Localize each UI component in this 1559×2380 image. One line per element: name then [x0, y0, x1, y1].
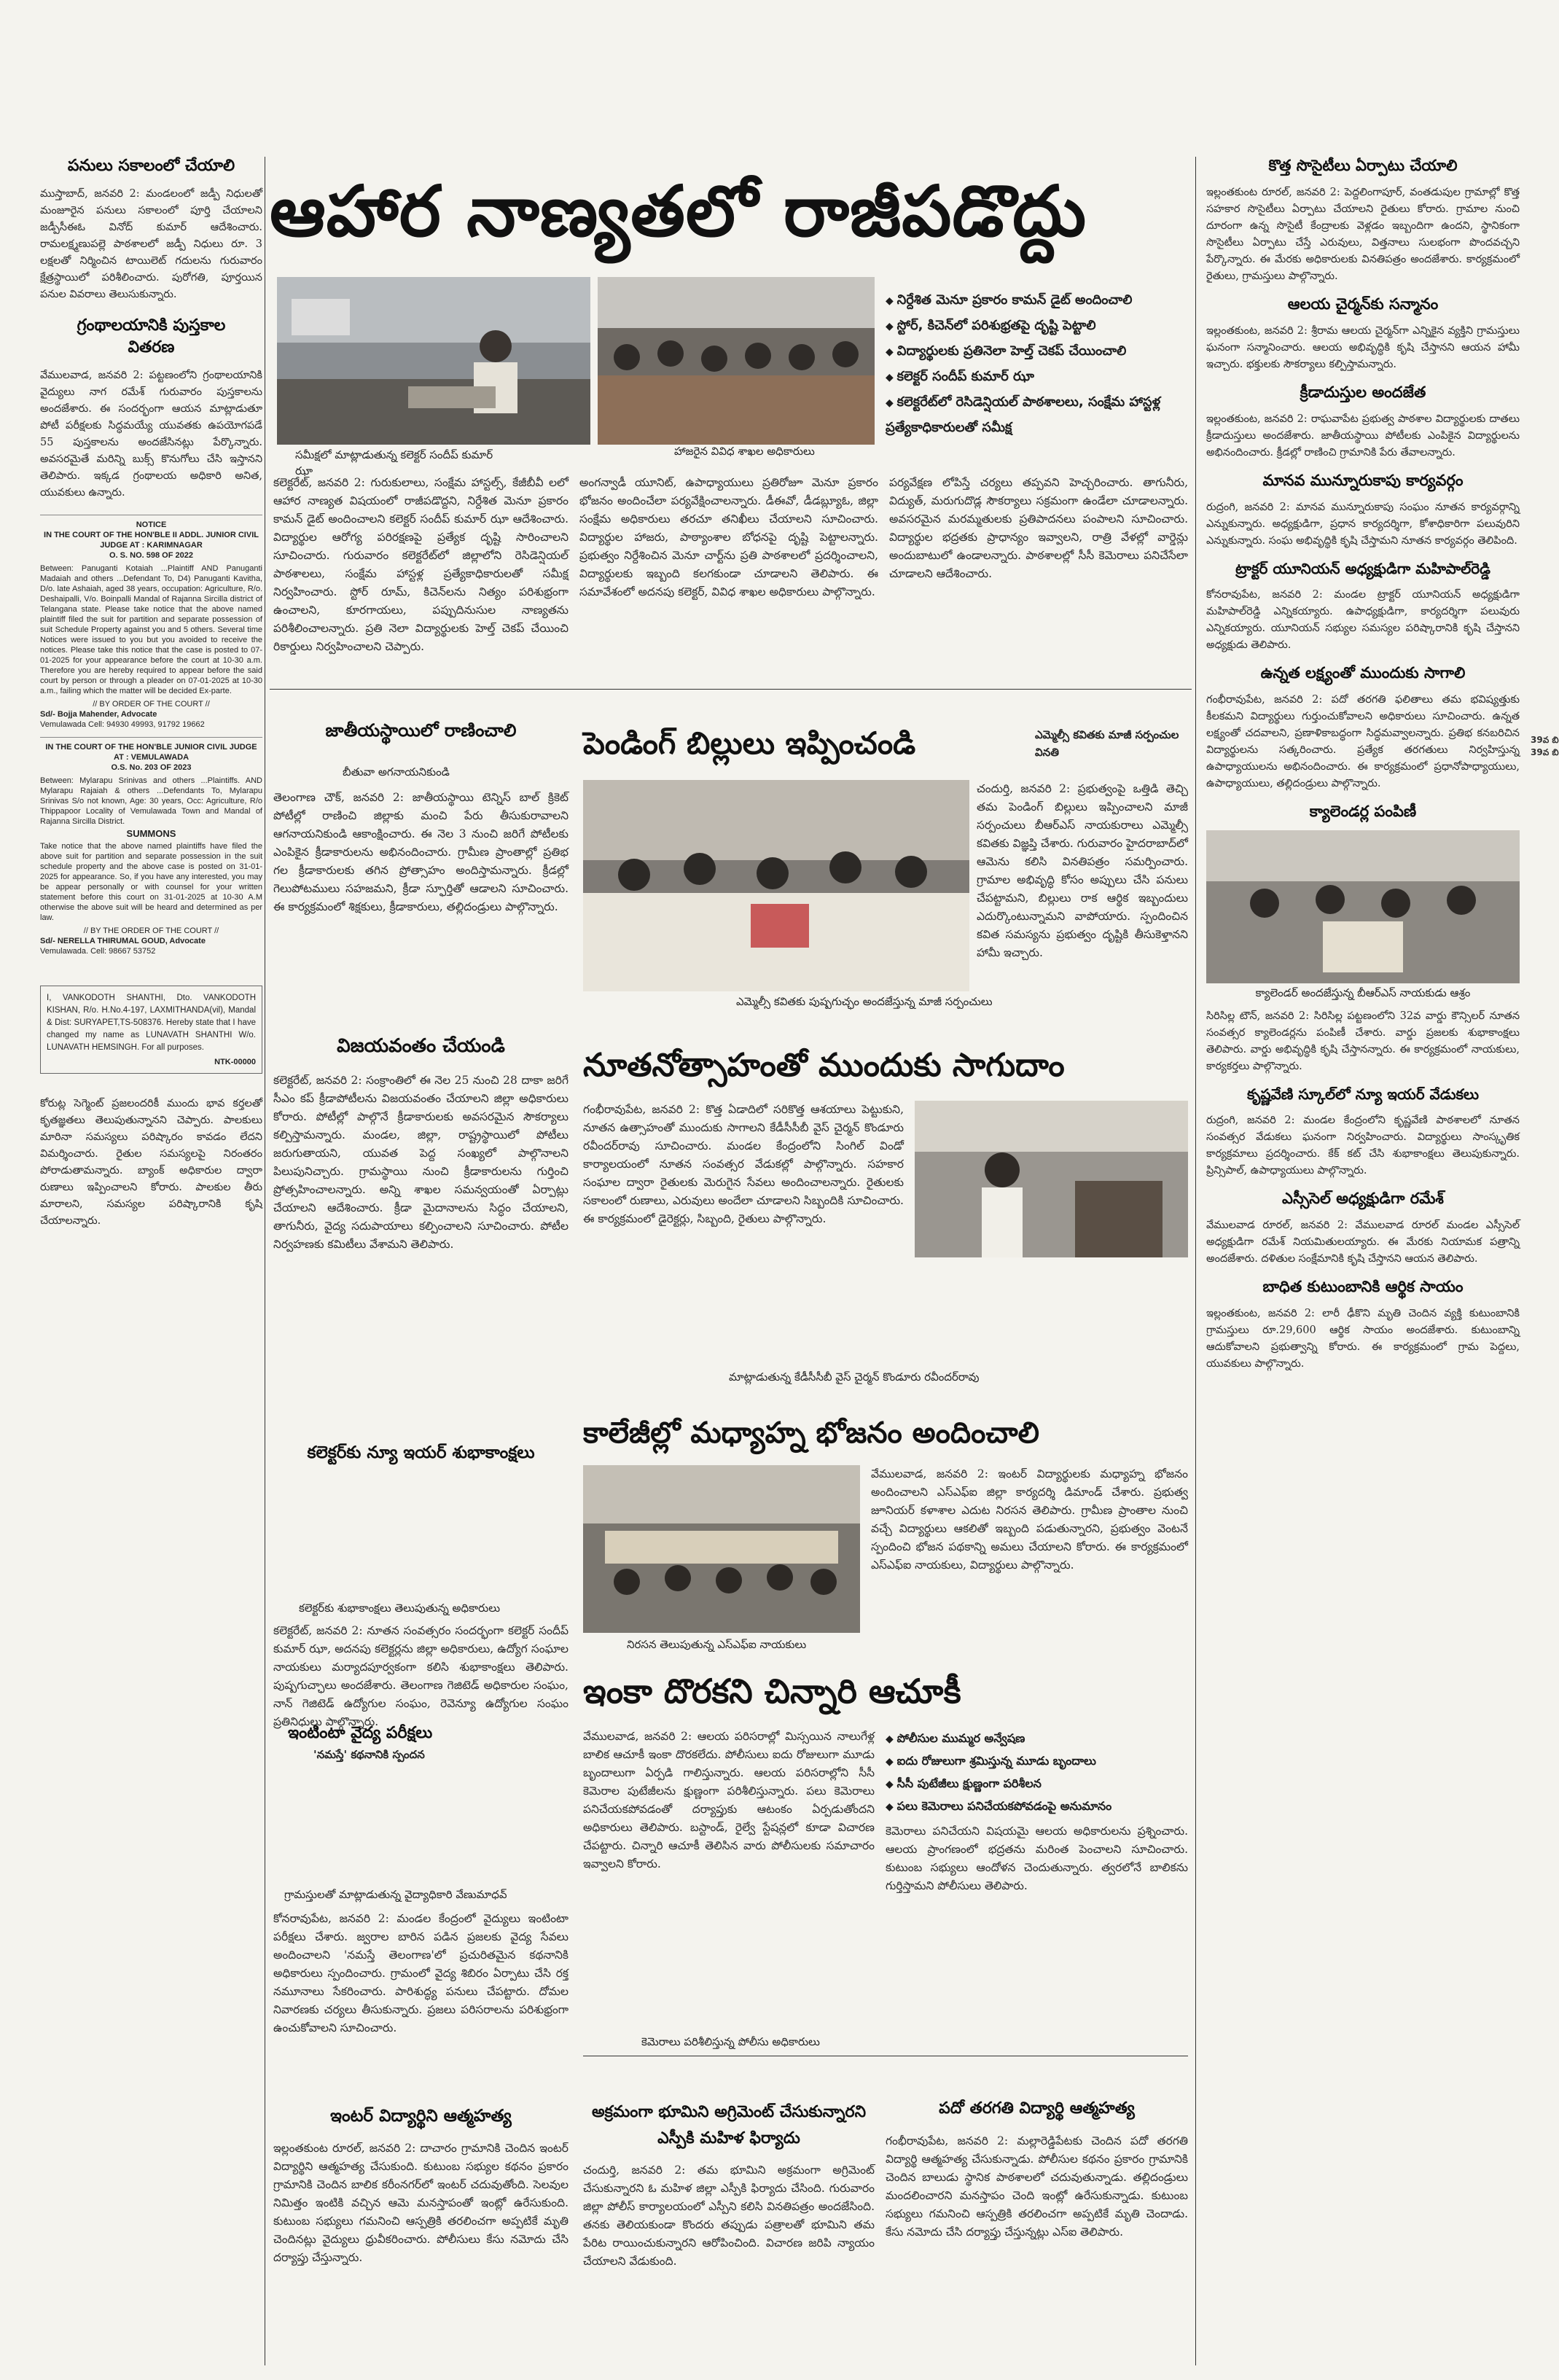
- body-child-2: కెమెరాలు పనిచేయని విషయమై ఆలయ అధికారులను ప్రశ్నించారు. ఆలయ ప్రాంగణంలో భద్రతను మరింత పెంచాలని సూచించారు. కుటుంబ సభ్యులు ఆందోళన చెందుతున్నారు. త్వరలోనే బాలికను గుర్తిస్తామని పోలీసులు తెలిపారు.: [886, 1825, 1188, 1892]
- notice-order: // BY ORDER OF THE COURT //: [93, 700, 210, 709]
- headline-left-1: పనులు సకాలంలో చేయాలి: [67, 157, 235, 175]
- child-highlight: ◆ పోలీసుల ముమ్మర అన్వేషణ: [886, 1728, 1188, 1750]
- notice2-court: IN THE COURT OF THE HON'BLE JUNIOR CIVIL JUDGE AT : VEMULAWADA: [45, 743, 257, 762]
- photo-sfi-protest: [583, 1465, 860, 1633]
- legal-notice-1: [40, 515, 262, 730]
- headline-society: కొత్త సొసైటీలు ఏర్పాటు చేయాలి: [1268, 157, 1458, 174]
- notice2-body: Between: Mylarapu Srinivas and others ...Plaintiffs. AND Mylarapu Rajaiah & others ...Defendants To, Mylarapu Srinivas S/o not known, Age: 30 years, Occ: Agriculture, R/o Thippapoor Locality of Vemulawada Town and Mandal of Rajanna Sircilla District.: [40, 776, 262, 826]
- rule-lead-bottom: [270, 689, 1192, 690]
- body-college: వేములవాడ, జనవరి 2: ఇంటర్ విద్యార్థులకు మధ్యాహ్న భోజనం అందించాలని ఎస్ఎఫ్ఐ జిల్లా కార్యదర్శి డిమాండ్ చేశారు. ప్రభుత్వ జూనియర్ కళాశాల ఎదుట నిరసన తెలిపారు. గ్రామీణ ప్రాంతాల నుంచి వచ్చే విద్యార్థులు ఆకలితో ఇబ్బంది పడుతున్నారని, ప్రభుత్వం వెంటనే స్పందించి భోజన పథకాన్ని అమలు చేయాలని కోరారు. ఈ కార్యక్రమంలో ఎస్ఎఫ్ఐ నాయకులు, విద్యార్థులు పాల్గొన్నారు.: [871, 1467, 1188, 1572]
- headline-child: ఇంకా దొరకని చిన్నారి ఆచూకీ: [583, 1671, 961, 1711]
- body-sports: ఇల్లంతకుంట, జనవరి 2: రాఘవాపేట ప్రభుత్వ పాఠశాల విద్యార్థులకు దాతలు క్రీడాదుస్తులు అందజేశారు. జాతీయస్థాయి పోటీలకు ఎంపికైన విద్యార్థులను అభినందించారు. క్రీడల్లో రాణించి గ్రామానికి పేరు తేవాలన్నారు.: [1206, 413, 1520, 459]
- lead-photo-right-caption: హాజరైన వివిధ శాఖల అధికారులు: [674, 445, 815, 458]
- body-rani: తెలంగాణ చౌక్, జనవరి 2: జాతీయస్థాయి టెన్నిస్ బాల్ క్రికెట్ పోటీల్లో రాణించి జిల్లాకు మంచి పేరు తీసుకురావాలని ఆగనాయనికుండి ఆకాంక్షించారు. ఈ నెల 3 నుంచి జరిగే పోటీలకు ఎంపికైన క్రీడాకారులను అభినందించారు. గ్రామీణ ప్రాంతాల్లో ప్రతిభ గల క్రీడాకారులకు తగిన ప్రోత్సాహం అందిస్తామన్నారు. క్రీడల్లో గెలుపోటములు సహజమని, క్రీడా స్ఫూర్తితో ఆడాలని సూచించారు. ఈ కార్యక్రమంలో శిక్షకులు, క్రీడాకారులు, తల్లిదండ్రులు పాల్గొన్నారు.: [273, 791, 568, 913]
- child-highlight: ◆ సీసీ పుటేజీలు క్షుణ్ణంగా పరిశీలన: [886, 1773, 1188, 1795]
- notice2-summons: SUMMONS: [126, 828, 176, 839]
- lead-body-c: పర్యవేక్షణ లోపిస్తే చర్యలు తప్పవని హెచ్చరించారు. తాగునీరు, విద్యుత్, మరుగుదొడ్ల సౌకర్యాలు సక్రమంగా ఉండేలా చూడాలన్నారు. అవసరమైన మరమ్మతులకు ప్రతిపాదనలు పంపాలని సూచించారు. విద్యార్థుల భద్రతకు ప్రాధాన్యం ఇవ్వాలని, రాత్రి వేళల్లో వార్డెన్లు అందుబాటులో ఉండాలన్నారు. పాఠశాలల్లో సీసీ కెమెరాలు పనిచేసేలా చూడాలని ఆదేశించారు.: [889, 476, 1188, 580]
- notice2-sign: Sd/- NERELLA THIRUMAL GOUD, Advocate: [40, 937, 206, 945]
- lead-photo-right: [598, 277, 875, 445]
- photo-calendar-distribution: [1206, 830, 1520, 983]
- lead-highlight: ◆ నిర్దేశిత మెనూ ప్రకారం కామన్ డైట్ అందించాలి: [886, 288, 1192, 313]
- headline-vijay: విజయవంతం చేయండి: [337, 1035, 505, 1057]
- body-vijay: కలెక్టరేట్, జనవరి 2: సంక్రాంతిలో ఈ నెల 25 నుంచి 28 దాకా జరిగే సీఎం కప్ క్రీడాపోటీలను విజయవంతం చేయాలని జిల్లా అధికారులు కోరారు. పోటీల్లో పాల్గొనే క్రీడాకారులకు అవసరమైన సౌకర్యాలు కల్పిస్తామన్నారు. మండల, జిల్లా, రాష్ట్రస్థాయిలో పోటీలు జరుగుతాయని, యువత పెద్ద సంఖ్యలో పాల్గొనాలని పిలుపునిచ్చారు. గ్రామస్థాయి నుంచి క్రీడాకారులను గుర్తించి ప్రోత్సహించాలన్నారు. అన్ని శాఖల సమన్వయంతో ఏర్పాట్లు చేయాలని ఆదేశించారు. క్రీడా మైదానాలను సిద్ధం చేయాలని, తాగునీరు, వైద్య సదుపాయాలు కల్పించాలని సూచించారు. పోటీల నిర్వహణకు కమిటీలు వేశామని తెలిపారు.: [273, 1074, 568, 1251]
- newyear-caption: కలెక్టర్‌కు శుభాకాంక్షలు తెలుపుతున్న అధికారులు: [299, 1601, 501, 1615]
- body-health: కోనరావుపేట, జనవరి 2: మండల కేంద్రంలో వైద్యులు ఇంటింటా పరీక్షలు చేశారు. జ్వరాల బారిన పడిన ప్రజలకు వైద్య సేవలు అందించాలని 'నమస్తే తెలంగాణ'లో ప్రచురితమైన కథనానికి అధికారులు స్పందించారు. గ్రామంలో వైద్య శిబిరం ఏర్పాటు చేసి రక్త నమూనాలు సేకరించారు. పారిశుద్ధ్య పనులు చేపట్టారు. దోమల నివారణకు చర్యలు తీసుకున్నారు. ప్రజలు పరిసరాలను పరిశుభ్రంగా ఉంచుకోవాలని సూచించారు.: [273, 1912, 568, 2034]
- child-caption: కెమెరాలు పరిశీలిస్తున్న పోలీసు అధికారులు: [641, 2035, 820, 2048]
- name-change-code: NTK-00000: [214, 1058, 256, 1066]
- child-highlight: ◆ ఐదు రోజులుగా శ్రమిస్తున్న మూడు బృందాలు: [886, 1750, 1188, 1773]
- body-manava: రుద్రంగి, జనవరి 2: మానవ మున్నూరుకాపు సంఘం నూతన కార్యవర్గాన్ని ఎన్నుకున్నారు. అధ్యక్షుడిగా, ప్రధాన కార్యదర్శిగా, కోశాధికారిగా పలువురిని ఎన్నుకున్నారు. సంఘ అభివృద్ధికి కృషి చేస్తామని నూతన కార్యవర్గం తెలిపింది.: [1206, 502, 1520, 547]
- notice-body: Between: Panuganti Kotaiah ...Plaintiff AND Panuganti Madaiah and others ...Defendant To, D4) Panuganti Kavitha, D/o. late Ashaiah, aged 38 years, occupation: Agriculture, R/o. Deshaipalli, V/o. Boinpalli Mandal of Rajanna Sircilla district of Telangana state. Please take notice that the above named plaintiff filed the suit for partition and separate possession of suit Schedule Property against you and 5 others. Several time Notices were issued to you but you avoided to receive the notices. Please take this notice that the case is posted to 07-01-2025 for your appearance before the court at 10-30 a.m. Therefore you are hereby required to appear before the said court by person or through a pleader on 07-01-2025 at 10-30 a.m., failing which the matter will be decided Ex-parte.: [40, 564, 262, 695]
- health-caption: గ్రామస్తులతో మాట్లాడుతున్న వైద్యాధికారి వేణుమాధవ్: [284, 1888, 507, 1901]
- pending-caption: ఎమ్మెల్సీ కవితకు పుష్పగుచ్ఛం అందజేస్తున్న మాజీ సర్పంచులు: [736, 995, 993, 1008]
- notice-case: O. S. NO. 598 OF 2022: [109, 551, 193, 560]
- lead-photo-left-caption: సమీక్షలో మాట్లాడుతున్న కలెక్టర్ సందీప్ కుమార్ ఝా: [295, 448, 493, 477]
- photo-kdccb-speech: [915, 1101, 1188, 1257]
- lead-highlights: [886, 288, 1192, 440]
- headline-sports: క్రీడాదుస్తుల అందజేత: [1300, 383, 1426, 401]
- notice-title: NOTICE: [136, 520, 167, 529]
- child-highlights: [886, 1728, 1188, 1818]
- name-change-body: I, VANKODOTH SHANTHI, Dto. VANKODOTH KISHAN, R/o. H.No.4-197, LAXMITHANDA(vil), Mandal & Dist: SURYAPET,TS-508376. Hereby state that I have changed my name as LUNAVATH SHANTHI W/o. LUNAVATH HEMSINGH. For all purposes.: [47, 994, 256, 1052]
- rule-right: [1195, 157, 1196, 2365]
- child-highlight: ◆ పలు కెమెరాలు పనిచేయకపోవడంపై అనుమానం: [886, 1795, 1188, 1818]
- body-aid: ఇల్లంతకుంట, జనవరి 2: లారీ ఢీకొని మృతి చెందిన వ్యక్తి కుటుంబానికి గ్రామస్తులు రూ.29,600 ఆర్థిక సాయం అందజేశారు. కుటుంబాన్ని ఆదుకోవాలని ప్రభుత్వాన్ని కోరారు. ఈ కార్యక్రమంలో గ్రామ పెద్దలు, యువకులు పాల్గొన్నారు.: [1206, 1308, 1520, 1370]
- body-suicide2: గంభీరావుపేట, జనవరి 2: మల్లారెడ్డిపేటకు చెందిన పదో తరగతి విద్యార్థి ఆత్మహత్య చేసుకున్నాడు. పోలీసుల కథనం ప్రకారం గ్రామానికి చెందిన బాలుడు స్థానిక పాఠశాలలో చదువుతున్నాడు. తల్లిదండ్రులు మందలించారని మనస్తాపం చెంది ఇంట్లో ఉరేసుకున్నాడు. కుటుంబ సభ్యులు గమనించి ఆస్పత్రికి తరలించగా అప్పటికే మృతి చెందాడు. కేసు నమోదు చేసి దర్యాప్తు చేస్తున్నట్లు ఎస్ఐ తెలిపారు.: [886, 2134, 1188, 2239]
- headline-left-2: గ్రంథాలయానికి పుస్తకాల వితరణ: [77, 316, 226, 356]
- body-left-2: వేములవాడ, జనవరి 2: పట్టణంలోని గ్రంథాలయానికి వైద్యులు నాగ రమేశ్ గురువారం పుస్తకాలను అందజేశారు. ఈ సందర్భంగా ఆయన మాట్లాడుతూ పోటీ పరీక్షలకు సిద్ధమయ్యే యువతకు ఉపయోగపడే 55 పుస్తకాలను అందజేసినట్లు పేర్కొన్నారు. అవసరమైతే మరిన్ని బుక్స్ కొనుగోలు చేసి ఇస్తానని తెలిపారు. ఇక్కడ గ్రంథాలయ అధికారి అనిత, యువకులు ఉన్నారు.: [40, 370, 262, 499]
- college-photo: [583, 1465, 860, 1633]
- photo-officials: [598, 277, 875, 445]
- headline-newyear: కలెక్టర్‌కు న్యూ ఇయర్ శుభాకాంక్షలు: [307, 1443, 535, 1462]
- headline-land: అక్రమంగా భూమిని అగ్రిమెంట్ చేసుకున్నారని ఎస్పీకి మహిళ ఫిర్యాదు: [591, 2103, 867, 2147]
- body-calendar: సిరిసిల్ల టౌన్, జనవరి 2: సిరిసిల్ల పట్టణంలోని 32వ వార్డు కౌన్సిలర్ నూతన సంవత్సర క్యాలెండర్లను పంపిణీ చేశారు. వార్డు ప్రజలకు శుభాకాంక్షలు తెలిపారు. వార్డు అభివృద్ధికి కృషి చేస్తానన్నారు. ఈ కార్యక్రమంలో నాయకులు, కార్యకర్తలు పాల్గొన్నారు.: [1206, 1010, 1520, 1072]
- lead-highlight: ◆ కలెక్టరేట్‌లో రెసిడెన్షియల్ పాఠశాలలు, సంక్షేమ హాస్టళ్ల ప్రత్యేకాధికారులతో సమీక్ష: [886, 390, 1192, 440]
- headline-college: కాలేజీల్లో మధ్యాహ్న భోజనం అందించాలి: [583, 1416, 1039, 1450]
- headline-rani: జాతీయస్థాయిలో రాణించాలి: [325, 720, 517, 741]
- rani-caption: బీతువా అగనాయనికుండి: [343, 765, 450, 779]
- headline-health: ఇంటింటా వైద్య పరీక్షలు: [288, 1724, 433, 1742]
- pending-photo: [583, 780, 969, 991]
- notice-sign: Sd/- Bojja Mahender, Advocate: [40, 710, 157, 719]
- lead-body-b: అంగన్వాడీ యూనిట్, ఉపాధ్యాయులు ప్రతిరోజూ మెనూ ప్రకారం భోజనం అందించేలా పర్యవేక్షించాలన్నారు. డీఈవో, డీడబ్ల్యూఓ, జిల్లా సంక్షేమ అధికారులు తరచూ తనిఖీలు చేయాలని సూచించారు. విద్యార్థుల హాజరు, పాఠ్యాంశాల బోధనపై దృష్టి పెట్టాలన్నారు. ప్రభుత్వం నిర్దేశించిన మెనూ చార్ట్‌ను ప్రతి పాఠశాలలో ప్రదర్శించాలని, విద్యార్థులకు ఇబ్బంది కలగకుండా చూడాలని తెలిపారు. ఈ సమావేశంలో అదనపు కలెక్టర్, వివిధ శాఖల అధికారులు పాల్గొన్నారు.: [579, 476, 878, 598]
- photo-collector-meeting: [277, 277, 590, 445]
- notice2-case: O.S. No. 203 OF 2023: [111, 763, 192, 772]
- body-krishna: రుద్రంగి, జనవరి 2: మండల కేంద్రంలోని కృష్ణవేణి పాఠశాలలో నూతన సంవత్సర వేడుకలు ఘనంగా నిర్వహించారు. విద్యార్థులు సాంస్కృతిక కార్యక్రమాలు ప్రదర్శించారు. కేక్ కట్ చేసి శుభాకాంక్షలు తెలుపుకున్నారు. ప్రిన్సిపాల్, ఉపాధ్యాయులు పాల్గొన్నారు.: [1206, 1115, 1520, 1177]
- pending-sub: ఎమ్మెల్సీ కవితకు మాజీ సర్పంచుల వినతి: [1035, 728, 1179, 759]
- headline-pending: పెండింగ్ బిల్లులు ఇప్పించండి: [583, 725, 916, 761]
- headline-manava: మానవ మున్నూరుకాపు కార్యవర్గం: [1262, 472, 1464, 489]
- headline-suicide2: పదో తరగతి విద్యార్థి ఆత్మహత్య: [939, 2099, 1135, 2118]
- body-child: వేములవాడ, జనవరి 2: ఆలయ పరిసరాల్లో మిస్సయిన నాలుగేళ్ల బాలిక ఆచూకీ ఇంకా దొరకలేదు. పోలీసులు ఐదు రోజులుగా మూడు బృందాలుగా ఏర్పడి గాలిస్తున్నారు. ఆలయ పరిసరాల్లోని సీసీ కెమెరాల పుటేజీలను క్షుణ్ణంగా పరిశీలిస్తున్నారు. పలు కెమెరాలు పనిచేయకపోవడంతో దర్యాప్తుకు ఆటంకం ఏర్పడుతోందని అధికారులు తెలిపారు. బస్టాండ్, రైల్వే స్టేషన్లలో కూడా విచారణ చేపట్టారు. చిన్నారి ఆచూకీ తెలిసిన వారు పోలీసులకు సమాచారం ఇవ్వాలని కోరారు.: [583, 1730, 875, 1870]
- body-left-1: ముస్తాబాద్, జనవరి 2: మండలంలో జడ్పీ నిధులతో మంజూరైన పనులు సకాలంలో పూర్తి చేయాలని జడ్పీసీఈఓ వినోద్ కుమార్ ఆదేశించారు. రామలక్ష్మణుపల్లె పాఠశాలలో జడ్పీ నిధులు రూ. 3 లక్షలతో నిర్మించిన టాయిలెట్ గదులను గురువారం క్షేత్రస్థాయిలో పరిశీలించారు. పురోగతి, పూర్తయిన పనుల వివరాలు తెలుసుకున్నారు.: [40, 188, 262, 300]
- headline-aid: బాధిత కుటుంబానికి ఆర్థిక సాయం: [1262, 1278, 1464, 1295]
- body-tractor: కోనరావుపేట, జనవరి 2: మండల ట్రాక్టర్ యూనియన్ అధ్యక్షుడిగా మహిపాల్‌రెడ్డి ఎన్నికయ్యారు. ఉపాధ్యక్షుడిగా, కార్యదర్శిగా పలువురు ఎన్నికయ్యారు. యూనియన్ సభ్యుల సమస్యల పరిష్కారానికి కృషి చేస్తానని అధ్యక్షుడు తెలిపారు.: [1206, 589, 1520, 651]
- lead-highlight: ◆ స్టోర్, కిచెన్‌లో పరిశుభ్రతపై దృష్టి పెట్టాలి: [886, 313, 1192, 339]
- right-column: [1206, 157, 1520, 2365]
- headline-goal: ఉన్నత లక్ష్యంతో ముందుకు సాగాలి: [1260, 664, 1466, 682]
- health-sub: 'నమస్తే' కథనానికి స్పందన: [313, 1748, 425, 1761]
- headline-calendar: క్యాలెండర్ల పంపిణీ: [1309, 803, 1417, 820]
- lead-photo-left: [277, 277, 590, 445]
- college-caption: నిరసన తెలుపుతున్న ఎస్ఎఫ్ఐ నాయకులు: [627, 1638, 807, 1651]
- body-pending: చందుర్తి, జనవరి 2: ప్రభుత్వంపై ఒత్తిడి తెచ్చి తమ పెండింగ్ బిల్లులు ఇప్పించాలని మాజీ సర్పంచులు బీఆర్ఎస్ నాయకురాలు ఎమ్మెల్సీ కవితకు విజ్ఞప్తి చేశారు. గురువారం హైదరాబాద్‌లో ఆమెను కలిసి వినతిపత్రం సమర్పించారు. గ్రామాల అభివృద్ధి కోసం అప్పులు చేసి పనులు చేపట్టామని, బిల్లులు రాక ఆర్థిక ఇబ్బందులు ఎదుర్కొంటున్నామని వాపోయారు. స్పందించిన కవిత సమస్యను ప్రభుత్వం దృష్టికి తీసుకెళ్తానని హామీ ఇచ్చారు.: [977, 782, 1188, 959]
- lead-body-a: కలెక్టరేట్, జనవరి 2: గురుకులాలు, సంక్షేమ హాస్టల్స్, కేజీబీవీ లలో ఆహార నాణ్యత విషయంలో రాజీపడొద్దని, నిర్దేశిత మెనూ ప్రకారం కామన్ డైట్ అందించాలని కలెక్టర్ సందీప్ కుమార్ ఝా ఆదేశించారు. విద్యార్థుల ఆరోగ్య పరిరక్షణపై ప్రత్యేక దృష్టి సారించాలని సూచించారు. గురువారం కలెక్టరేట్‌లో జిల్లాలోని రెసిడెన్షియల్ పాఠశాలలు, సంక్షేమ హాస్టళ్ల ప్రత్యేకాధికారులతో సమీక్ష నిర్వహించారు. స్టోర్ రూమ్, కిచెన్‌లను నిత్యం పరిశుభ్రంగా ఉంచాలని, కూరగాయలు, పప్పుదినుసుల నాణ్యతను పరిశీలించాలన్నారు. ప్రతి నెలా విద్యార్థులకు హెల్త్ చెకప్ చేయించి రికార్డులు నిర్వహించాలని చెప్పారు.: [273, 476, 568, 653]
- headline-sc: ఎస్సీసెల్ అధ్యక్షుడిగా రమేశ్: [1282, 1190, 1444, 1207]
- notice2-order: // BY THE ORDER OF THE COURT //: [83, 926, 219, 935]
- body-suicide1: ఇల్లంతకుంట రూరల్, జనవరి 2: దాచారం గ్రామానికి చెందిన ఇంటర్ విద్యార్థిని ఆత్మహత్య చేసుకుంది. కుటుంబ సభ్యుల కథనం ప్రకారం గ్రామానికి చెందిన బాలిక కరీంనగర్‌లో ఇంటర్ చదువుతోంది. సెలవుల నిమిత్తం ఇంటికి వచ్చిన ఆమె మనస్తాపంతో ఇంట్లో ఉరేసుకుంది. కుటుంబ సభ్యులు గమనించి ఆస్పత్రికి తరలించగా అప్పటికే మృతి చెందినట్లు వైద్యులు ధ్రువీకరించారు. పోలీసులు కేసు నమోదు చేసి దర్యాప్తు చేస్తున్నారు.: [273, 2142, 568, 2264]
- nutana-photo: [915, 1101, 1188, 1257]
- notice-sign-place: Vemulawada Cell: 94930 49993, 91792 19662: [40, 720, 205, 729]
- photo-kavitha-meeting: [583, 780, 969, 991]
- notice-court: IN THE COURT OF THE HON'BLE II ADDL. JUNIOR CIVIL JUDGE AT : KARIMNAGAR: [44, 531, 259, 550]
- notice2-sign-place: Vemulawada. Cell: 98667 53752: [40, 947, 156, 956]
- body-land: చందుర్తి, జనవరి 2: తమ భూమిని అక్రమంగా అగ్రిమెంట్ చేసుకున్నారని ఓ మహిళ జిల్లా ఎస్పీకి ఫిర్యాదు చేసింది. గురువారం జిల్లా పోలీస్ కార్యాలయంలో ఎస్పీని కలిసి వినతిపత్రం అందజేసింది. తనకు తెలియకుండా కొందరు తప్పుడు పత్రాలతో భూమిని తమ పేరిట రాయించుకున్నారని ఆరోపించింది. విచారణ జరిపి న్యాయం చేయాలని వేడుకుంది.: [583, 2164, 875, 2268]
- headline-krishna: కృష్ణవేణి స్కూల్‌లో న్యూ ఇయర్ వేడుకలు: [1246, 1085, 1480, 1103]
- lead-highlight: ◆ కలెక్టర్ సందీప్ కుమార్ ఝా: [886, 364, 1192, 390]
- notice2-body2: Take notice that the above named plaintiffs have filed the above suit for partition and separate possession in the suit schedule property and the above case is posted on 31-01-2025 for appearance. So, if you have any interested, you may be appear personally or with counsel for your written statement before this court on 31-01-2025 at 10-30 A.M otherwise the above suit will be heard and determined as per law.: [40, 842, 262, 922]
- body-sc: వేములవాడ రూరల్, జనవరి 2: వేములవాడ రూరల్ మండల ఎస్సీసెల్ అధ్యక్షుడిగా రమేశ్ నియమితులయ్యారు. ఈ మేరకు నియామక పత్రాన్ని అందజేశారు. దళితుల సంక్షేమానికి కృషి చేస్తానని ఆయన తెలిపారు.: [1206, 1220, 1520, 1265]
- lead-headline: ఆహార నాణ్యతలో రాజీపడొద్దు: [270, 171, 1087, 252]
- name-change-notice: [40, 986, 262, 1074]
- calendar-caption: క్యాలెండర్ అందజేస్తున్న బీఆర్ఎస్ నాయకుడు ఆశ్రం: [1255, 986, 1471, 999]
- edge-strip: 39వ బి 39వ బి: [1531, 735, 1559, 757]
- left-column: [40, 157, 262, 2365]
- headline-nutana: నూతనోత్సాహంతో ముందుకు సాగుదాం: [583, 1047, 1065, 1084]
- headline-temple: ఆలయ చైర్మన్‌కు సన్మానం: [1287, 295, 1439, 313]
- body-goal: గంభీరావుపేట, జనవరి 2: పదో తరగతి ఫలితాలు తమ భవిష్యత్తుకు కీలకమని విద్యార్థులు గుర్తుంచుకోవాలని అధికారులు సూచించారు. ఉన్నత లక్ష్యంతో చదవాలని, ప్రణాళికాబద్ధంగా సిద్ధమవ్వాలన్నారు. ప్రతిభ కనబరిచిన విద్యార్థులను సత్కరించారు. ప్రత్యేక తరగతులు నిర్వహిస్తున్న ఉపాధ్యాయులను అభినందించారు. ఈ కార్యక్రమంలో ప్రధానోపాధ్యాయులు, ఉపాధ్యాయులు, తల్లిదండ్రులు పాల్గొన్నారు.: [1206, 694, 1520, 789]
- body-society: ఇల్లంతకుంట రూరల్, జనవరి 2: పెద్దలింగాపూర్, వంతడుపుల గ్రామాల్లో కొత్త సహకార సొసైటీలు ఏర్పాటు చేయాలని రైతులు కోరారు. గ్రామాల నుంచి దూరంగా ఉన్న సొసైటీ కేంద్రాలకు వెళ్లడం ఇబ్బందిగా ఉందని, స్థానికంగా సొసైటీలు ఏర్పాటు చేస్తే ఎరువులు, విత్తనాలు సులభంగా పొందవచ్చని పేర్కొన్నారు. ఈ మేరకు అధికారులకు వినతిపత్రం అందజేశారు. కార్యక్రమంలో రైతులు, గ్రామస్తులు పాల్గొన్నారు.: [1206, 187, 1520, 282]
- nutana-caption: మాట్లాడుతున్న కేడీసీసీబీ వైస్ చైర్మన్ కొండూరు రవీందర్‌రావు: [729, 1370, 980, 1384]
- headline-tractor: ట్రాక్టర్ యూనియన్ అధ్యక్షుడిగా మహిపాల్‌రెడ్డి: [1235, 560, 1490, 577]
- body-temple: ఇల్లంతకుంట, జనవరి 2: శ్రీరామ ఆలయ చైర్మన్‌గా ఎన్నికైన వ్యక్తిని గ్రామస్తులు ఘనంగా సన్మానించారు. ఆలయ అభివృద్ధికి కృషి చేస్తానని ఆయన హామీ ఇచ్చారు. భక్తులకు సౌకర్యాలు కల్పిస్తామన్నారు.: [1206, 325, 1520, 370]
- headline-suicide1: ఇంటర్ విద్యార్థిని ఆత్మహత్య: [330, 2107, 512, 2126]
- legal-notice-2: [40, 737, 262, 956]
- calendar-photo: [1206, 830, 1520, 983]
- body-newyear: కలెక్టరేట్, జనవరి 2: నూతన సంవత్సరం సందర్భంగా కలెక్టర్ సందీప్ కుమార్ ఝా, అదనపు కలెక్టర్లను జిల్లా అధికారులు, ఉద్యోగ సంఘాల నాయకులు మర్యాదపూర్వకంగా కలిసి శుభాకాంక్షలు తెలిపారు. పుష్పగుచ్ఛాలు అందజేశారు. తెలంగాణ గెజిటెడ్ అధికారుల సంఘం, నాన్ గెజిటెడ్ ఉద్యోగుల సంఘం, రెవెన్యూ ఉద్యోగుల సంఘం ప్రతినిధులు పాల్గొన్నారు.: [273, 1624, 568, 1728]
- body-left-3: కోరుట్ల సెగ్మెంట్ ప్రజలందరికీ ముందు భావ కర్తలతో కృతజ్ఞతలు తెలుపుతున్నానని చెప్పారు. పాలకులు మారినా సమస్యలు పరిష్కారం కావడం లేదని విమర్శించారు. రైతుల సమస్యలపై నిరంతరం పోరాడుతామన్నారు. బ్యాంక్ అధికారుల ద్వారా రుణాలు ఇప్పించాలని కోరారు. పాలకుల తీరు మారాలని, సమస్యల పరిష్కారానికి కృషి చేయాలన్నారు.: [40, 1098, 262, 1227]
- body-nutana: గంభీరావుపేట, జనవరి 2: కొత్త ఏడాదిలో సరికొత్త ఆశయాలు పెట్టుకుని, నూతన ఉత్సాహంతో ముందుకు సాగాలని కేడీసీసీబీ వైస్ చైర్మన్ కొండూరు రవీందర్‌రావు సూచించారు. మండల కేంద్రంలోని సింగిల్ విండో కార్యాలయంలో నూతన సంవత్సర వేడుకల్లో పాల్గొన్నారు. సహకార సంఘాల ద్వారా రైతులకు మెరుగైన సేవలు అందించాలన్నారు. రైతులకు సకాలంలో రుణాలు, ఎరువులు అందేలా చూడాలని సిబ్బందికి సూచించారు. ఈ కార్యక్రమంలో డైరెక్టర్లు, సిబ్బంది, రైతులు పాల్గొన్నారు.: [583, 1103, 904, 1225]
- lead-highlight: ◆ విద్యార్థులకు ప్రతినెలా హెల్త్ చెకప్ చేయించాలి: [886, 339, 1192, 364]
